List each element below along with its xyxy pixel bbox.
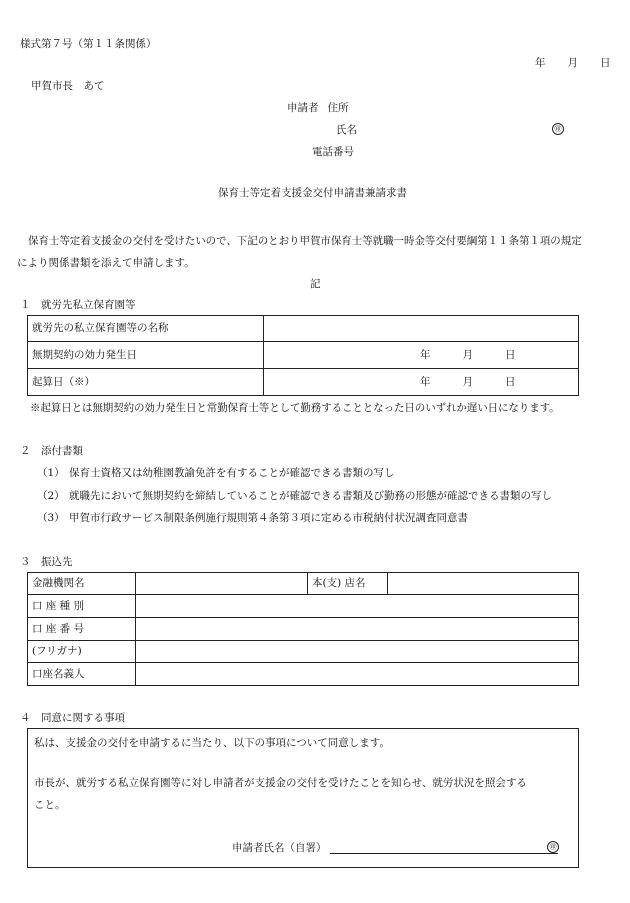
- bank-name-value[interactable]: [136, 573, 308, 595]
- start-date-label: 起算日（※）: [28, 369, 264, 396]
- contract-date-label: 無期契約の効力発生日: [28, 342, 264, 369]
- furigana-label: (フリガナ): [28, 641, 136, 663]
- table-row: [28, 595, 579, 618]
- table-row: [28, 342, 579, 369]
- furigana-value[interactable]: [136, 641, 579, 663]
- addressee: 甲賀市長 あて: [31, 80, 105, 92]
- form-number: 様式第７号（第１１条関係）: [20, 38, 157, 50]
- consent-line-3: こと。: [34, 799, 66, 811]
- start-date-value[interactable]: 年 月 日: [264, 369, 579, 396]
- section1-heading: １ 就労先私立保育園等: [20, 299, 136, 311]
- signature-line[interactable]: [330, 837, 558, 854]
- bank-table: [27, 572, 579, 686]
- contract-date-value[interactable]: 年 月 日: [264, 342, 579, 369]
- intro-line-2: により関係書類を添えて申請します。: [17, 257, 195, 269]
- consent-line-2: 市長が、就労する私立保育園等に対し申請者が支援金の交付を受けたことを知らせ、就労状況を照会する: [34, 777, 527, 789]
- consent-line-1: 私は、支援金の交付を申請するに当たり、以下の事項について同意します。: [34, 737, 390, 749]
- section2-heading: ２ 添付書類: [20, 445, 83, 457]
- consent-box: [27, 728, 579, 868]
- list-item: （2） 就職先において無期契約を締結していることが確認できる書類及び勤務の形態が確認できる書類の写し: [37, 490, 552, 502]
- branch-name-label: 本(支) 店名: [308, 573, 388, 595]
- ki-heading: 記: [310, 278, 321, 290]
- signature-label: 申請者氏名（自署）: [232, 842, 327, 854]
- list-item: （3） 甲賀市行政サービス制限条例施行規則第４条第３項に定める市税納付状況調査同意書: [37, 512, 468, 524]
- page-title: 保育士等定着支援金交付申請書兼請求書: [218, 187, 407, 199]
- date-line: [535, 57, 611, 70]
- date-year: 年: [535, 57, 546, 69]
- branch-name-value[interactable]: [388, 573, 579, 595]
- date-month: 月: [567, 57, 578, 69]
- address-label: 住所: [327, 102, 349, 114]
- phone-label: 電話番号: [312, 146, 354, 158]
- account-holder-value[interactable]: [136, 663, 579, 686]
- name-label: 氏名: [336, 124, 357, 136]
- date-day: 日: [600, 57, 611, 69]
- workplace-table: [27, 315, 579, 396]
- table-row: [28, 573, 579, 595]
- table-row: [28, 618, 579, 641]
- table-row: [28, 369, 579, 396]
- account-type-value[interactable]: [136, 595, 579, 618]
- account-number-value[interactable]: [136, 618, 579, 641]
- applicant-label: 申請者: [287, 102, 319, 114]
- applicant-seal-icon: ㊞: [552, 123, 564, 136]
- workplace-name-value[interactable]: [264, 316, 579, 342]
- workplace-name-label: 就労先の私立保育園等の名称: [28, 316, 264, 342]
- table-row: [28, 316, 579, 342]
- applicant-address-row: [287, 102, 349, 115]
- table-row: [28, 641, 579, 663]
- account-number-label: 口 座 番 号: [28, 618, 136, 641]
- account-holder-label: 口座名義人: [28, 663, 136, 686]
- section3-heading: ３ 振込先: [20, 556, 73, 568]
- signature-seal-icon: ㊞: [547, 841, 559, 854]
- section4-heading: ４ 同意に関する事項: [20, 712, 125, 724]
- section1-note: ※起算日とは無期契約の効力発生日と常勤保育士等として勤務することとなった日のいずれか遅い日になります。: [30, 402, 560, 414]
- account-type-label: 口 座 種 別: [28, 595, 136, 618]
- intro-line-1: 保育士等定着支援金の交付を受けたいので、下記のとおり甲賀市保育士等就職一時金等交付要綱第１１条第１項の規定: [28, 235, 582, 247]
- list-item: （1） 保育士資格又は幼稚園教諭免許を有することが確認できる書類の写し: [37, 467, 395, 479]
- bank-name-label: 金融機関名: [28, 573, 136, 595]
- table-row: [28, 663, 579, 686]
